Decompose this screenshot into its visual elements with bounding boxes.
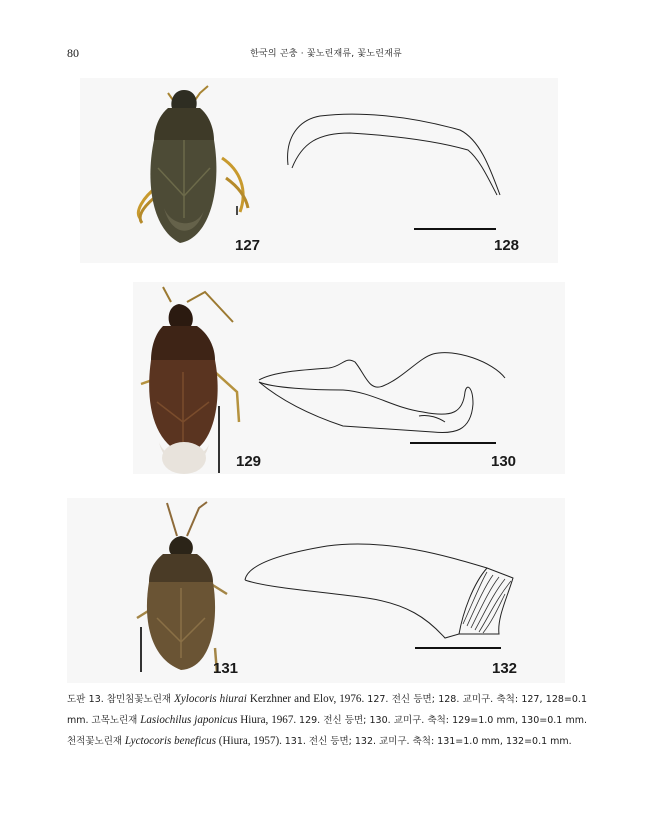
genitalia-drawing-132 (245, 544, 513, 648)
figure-label: 129 (236, 453, 262, 470)
genitalia-drawing-130 (259, 353, 505, 443)
insect-photo-129 (141, 287, 239, 474)
panel-1-artwork (80, 78, 558, 263)
species-2-latin: Lasiochilus japonicus (140, 714, 238, 726)
figure-label: 131 (213, 660, 239, 677)
species-2-korean: 고목노린재 (91, 715, 138, 726)
species-1-latin: Xylocoris hiurai (174, 693, 247, 705)
plate-panel-1 (80, 78, 558, 263)
plate-label: 도판 13. (67, 694, 104, 705)
panel-2-artwork (133, 282, 565, 474)
figure-label: 132 (492, 660, 518, 677)
running-header: 한국의 곤충 · 꽃노린재류, 꽃노린재류 (250, 49, 402, 59)
species-3-latin: Lyctocoris beneficus (124, 735, 217, 747)
species-1-figures: 127. 전신 등면; 128. 교미구. 축척: 127, 128=0.1 mm. (67, 694, 587, 726)
figure-label: 128 (494, 237, 520, 254)
plate-panel-2 (133, 282, 565, 474)
panel-3-artwork (67, 498, 565, 683)
insect-photo-127 (138, 86, 248, 243)
species-2-figures: 129. 전신 등면; 130. 교미구. 축척: 129=1.0 mm, 130=0.1 mm. (299, 715, 587, 726)
insect-photo-131 (137, 502, 227, 673)
species-1-author: Kerzhner and Elov, 1976. (249, 693, 365, 705)
species-3-author: (Hiura, 1957). (218, 735, 282, 747)
figure-label: 130 (491, 453, 517, 470)
plate-panel-3 (67, 498, 565, 683)
figure-label: 127 (235, 237, 261, 254)
species-3-figures: 131. 전신 등면; 132. 교미구. 축척: 131=1.0 mm, 132=0.1 mm. (284, 736, 572, 747)
species-1-korean: 참민침꽃노린재 (106, 694, 172, 705)
species-2-author: Hiura, 1967. (240, 714, 297, 726)
species-3-korean: 천적꽃노린재 (67, 736, 123, 747)
plate-caption (67, 689, 587, 752)
page-number: 80 (67, 46, 79, 60)
genitalia-drawing-128 (288, 114, 500, 229)
